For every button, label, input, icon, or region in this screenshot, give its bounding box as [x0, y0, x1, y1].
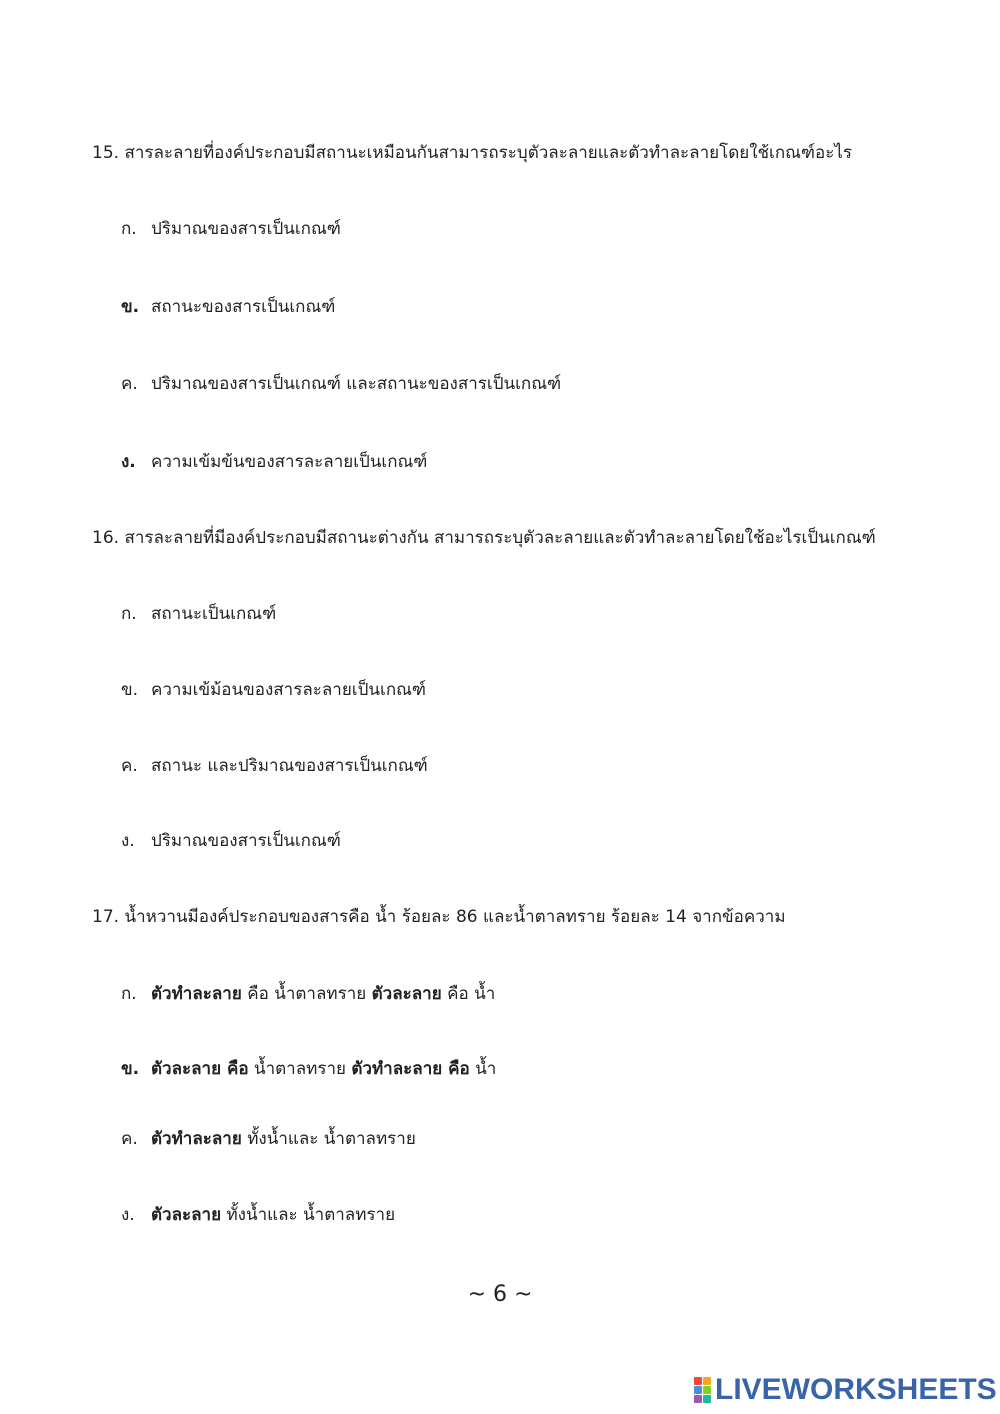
option-term: ตัวละลาย คือ: [151, 1059, 249, 1079]
question-16-option-c[interactable]: [121, 754, 428, 778]
option-term: ตัวละลาย: [151, 1205, 222, 1225]
option-term: ตัวทำละลาย: [151, 1129, 242, 1149]
question-16: [92, 526, 876, 550]
logo-grid-icon: [694, 1377, 711, 1403]
question-17-option-a[interactable]: [121, 982, 495, 1006]
option-text: น้ำตาลทราย: [248, 1059, 352, 1079]
option-text: ปริมาณของสารเป็นเกณฑ์: [151, 831, 341, 851]
option-letter: ง.: [121, 831, 135, 851]
question-17-option-c[interactable]: [121, 1127, 416, 1151]
question-15: [92, 141, 852, 165]
option-letter: ง.: [121, 1205, 135, 1225]
option-letter: ค.: [121, 374, 138, 394]
logo-square: [703, 1395, 711, 1403]
option-text: ปริมาณของสารเป็นเกณฑ์ และสถานะของสารเป็นเกณฑ์: [151, 374, 562, 394]
logo-square: [694, 1386, 702, 1394]
option-text: ทั้งน้ำและ น้ำตาลทราย: [221, 1205, 396, 1225]
question-15-option-a[interactable]: [121, 217, 341, 241]
option-letter: ข.: [121, 1059, 140, 1079]
logo-square: [694, 1377, 702, 1385]
option-text: สถานะ และปริมาณของสารเป็นเกณฑ์: [151, 756, 428, 776]
question-15-option-c[interactable]: [121, 372, 561, 396]
question-number: 15.: [92, 143, 120, 163]
option-letter: ก.: [121, 219, 137, 239]
question-text: น้ำหวานมีองค์ประกอบของสารคือ น้ำ ร้อยละ 86 และน้ำตาลทราย ร้อยละ 14 จากข้อความ: [124, 907, 786, 927]
question-17-option-d[interactable]: [121, 1203, 395, 1227]
question-text: สารละลายที่มีองค์ประกอบมีสถานะต่างกัน สามารถระบุตัวละลายและตัวทำละลายโดยใช้อะไรเป็นเกณฑ์: [124, 528, 876, 548]
logo-text: LIVEWORKSHEETS: [715, 1373, 997, 1406]
option-letter: ก.: [121, 604, 137, 624]
option-term: ตัวทำละลาย: [151, 984, 242, 1004]
option-text: คือ น้ำตาลทราย: [241, 984, 372, 1004]
question-text: สารละลายที่องค์ประกอบมีสถานะเหมือนกันสามารถระบุตัวละลายและตัวทำละลายโดยใช้เกณฑ์อะไร: [124, 143, 853, 163]
page-number: ~ 6 ~: [467, 1282, 533, 1307]
logo-square: [703, 1386, 711, 1394]
option-text: น้ำ: [469, 1059, 497, 1079]
option-text: สถานะของสารเป็นเกณฑ์: [151, 297, 336, 317]
logo-square: [694, 1395, 702, 1403]
option-text: คือ น้ำ: [441, 984, 496, 1004]
option-letter: ง.: [121, 452, 136, 472]
option-text: ความเข้มข้นของสารละลายเป็นเกณฑ์: [151, 452, 428, 472]
option-text: ทั้งน้ำและ น้ำตาลทราย: [241, 1129, 416, 1149]
liveworksheets-logo: [694, 1374, 997, 1406]
option-text: ปริมาณของสารเป็นเกณฑ์: [151, 219, 341, 239]
option-letter: ค.: [121, 1129, 138, 1149]
question-17: [92, 905, 786, 929]
option-letter: ข.: [121, 680, 139, 700]
question-16-option-b[interactable]: [121, 678, 426, 702]
option-term: ตัวทำละลาย คือ: [351, 1059, 470, 1079]
option-text: ความเข้ม้อนของสารละลายเป็นเกณฑ์: [151, 680, 427, 700]
question-number: 16.: [92, 528, 120, 548]
option-letter: ข.: [121, 297, 140, 317]
option-letter: ค.: [121, 756, 138, 776]
question-16-option-d[interactable]: [121, 829, 341, 853]
question-15-option-b[interactable]: [121, 295, 335, 319]
question-17-option-b[interactable]: [121, 1057, 496, 1081]
option-term: ตัวละลาย: [371, 984, 442, 1004]
option-text: สถานะเป็นเกณฑ์: [151, 604, 277, 624]
question-16-option-a[interactable]: [121, 602, 276, 626]
logo-square: [703, 1377, 711, 1385]
question-15-option-d[interactable]: [121, 450, 427, 474]
question-number: 17.: [92, 907, 120, 927]
option-letter: ก.: [121, 984, 137, 1004]
